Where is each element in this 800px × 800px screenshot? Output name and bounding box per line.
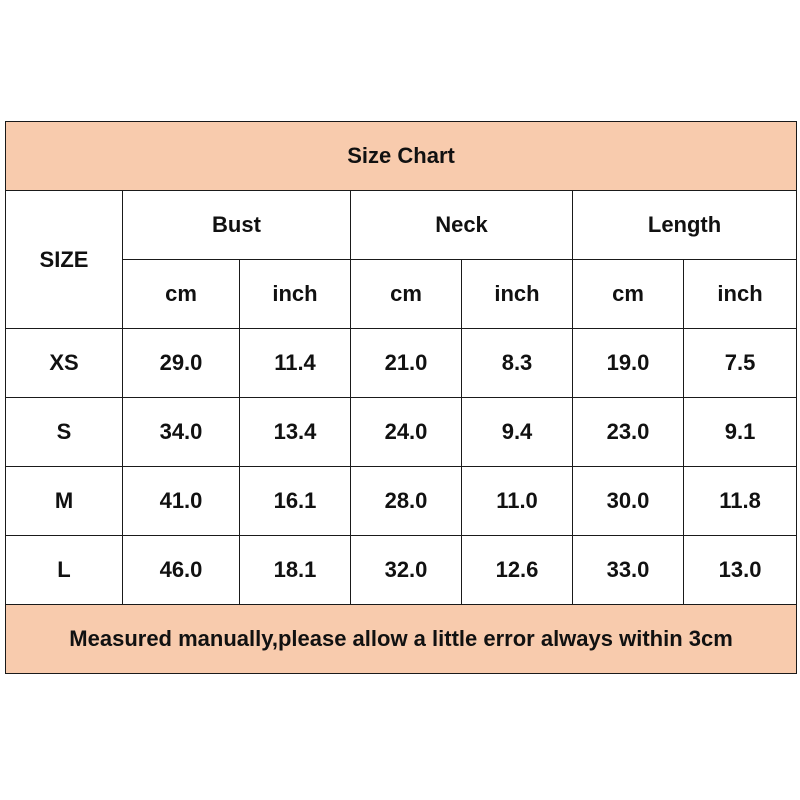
table-cell: 18.1 [240,536,351,605]
table-cell: 29.0 [123,329,240,398]
table-row [6,536,797,605]
table-cell: 23.0 [573,398,684,467]
table-cell: 30.0 [573,467,684,536]
table-cell: 21.0 [351,329,462,398]
table-cell: 13.4 [240,398,351,467]
table-cell: 8.3 [462,329,573,398]
unit-header: cm [351,260,462,329]
chart-title: Size Chart [6,122,797,191]
table-cell: 11.0 [462,467,573,536]
unit-header: inch [684,260,797,329]
size-column-header: SIZE [6,191,123,329]
table-cell: 11.8 [684,467,797,536]
unit-header: cm [123,260,240,329]
table-row [6,329,797,398]
group-header-neck: Neck [351,191,573,260]
table-cell: 46.0 [123,536,240,605]
table-cell: 11.4 [240,329,351,398]
units-row [6,260,797,329]
table-cell: 32.0 [351,536,462,605]
table-cell: 13.0 [684,536,797,605]
table-cell: 33.0 [573,536,684,605]
table-cell: 34.0 [123,398,240,467]
size-label: XS [6,329,123,398]
size-label: L [6,536,123,605]
size-chart-table [5,121,797,674]
table-cell: 12.6 [462,536,573,605]
unit-header: cm [573,260,684,329]
table-cell: 16.1 [240,467,351,536]
table-cell: 19.0 [573,329,684,398]
group-header-length: Length [573,191,797,260]
size-label: S [6,398,123,467]
group-header-bust: Bust [123,191,351,260]
table-cell: 7.5 [684,329,797,398]
table-cell: 28.0 [351,467,462,536]
table-row [6,467,797,536]
size-label: M [6,467,123,536]
unit-header: inch [462,260,573,329]
table-cell: 41.0 [123,467,240,536]
table-cell: 24.0 [351,398,462,467]
table-cell: 9.1 [684,398,797,467]
measurement-note: Measured manually,please allow a little error always within 3cm [6,605,797,674]
table-row [6,398,797,467]
unit-header: inch [240,260,351,329]
table-cell: 9.4 [462,398,573,467]
